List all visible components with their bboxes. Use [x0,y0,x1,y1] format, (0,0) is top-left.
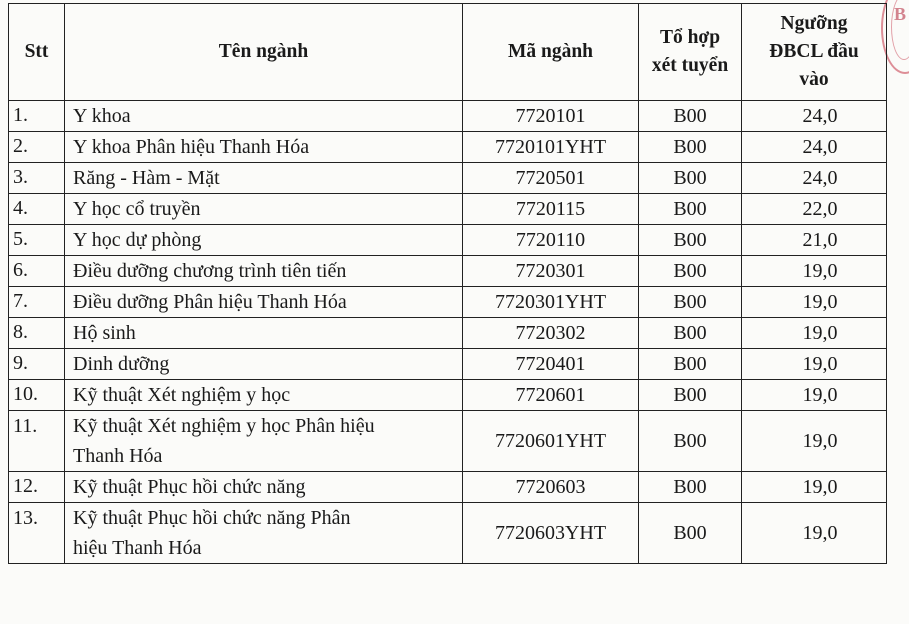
cell-major-code: 7720501 [463,163,639,194]
cell-threshold: 19,0 [742,503,887,564]
cell-threshold: 21,0 [742,225,887,256]
cell-stt: 2. [9,132,65,163]
cell-major-name-line-2: hiệu Thanh Hóa [73,537,202,559]
cell-major-code: 7720115 [463,194,639,225]
cell-stt: 10. [9,380,65,411]
table-row [9,287,887,318]
cell-threshold: 19,0 [742,472,887,503]
cell-major-name: Y khoa [65,101,463,132]
header-major-code: Mã ngành [463,4,639,101]
cell-threshold: 24,0 [742,101,887,132]
table-row [9,503,887,564]
cell-major-name: Răng - Hàm - Mặt [65,163,463,194]
cell-stt: 12. [9,472,65,503]
cell-combo: B00 [639,380,742,411]
cell-stt: 8. [9,318,65,349]
cell-major-code: 7720601 [463,380,639,411]
cell-major-code: 7720101 [463,101,639,132]
cell-major-name: Hộ sinh [65,318,463,349]
table-row [9,163,887,194]
cell-threshold: 19,0 [742,380,887,411]
cell-major-code: 7720301 [463,256,639,287]
cell-stt: 1. [9,101,65,132]
table-row [9,101,887,132]
cell-major-name: Điều dưỡng Phân hiệu Thanh Hóa [65,287,463,318]
cell-combo: B00 [639,349,742,380]
cell-combo: B00 [639,101,742,132]
red-seal-letter: B [893,4,906,24]
header-score-line-2: ĐBCL đầu [769,41,859,62]
cell-combo: B00 [639,411,742,472]
cell-combo: B00 [639,318,742,349]
cell-threshold: 19,0 [742,349,887,380]
cell-major-name: Y khoa Phân hiệu Thanh Hóa [65,132,463,163]
table-row [9,225,887,256]
cell-major-name: Kỹ thuật Xét nghiệm y học [65,380,463,411]
cell-major-code: 7720601YHT [463,411,639,472]
header-major-name: Tên ngành [65,4,463,101]
cell-combo: B00 [639,132,742,163]
table-row [9,256,887,287]
cell-major-code: 7720401 [463,349,639,380]
cell-threshold: 22,0 [742,194,887,225]
header-score-line-3: vào [799,69,829,90]
header-stt: Stt [9,4,65,101]
admission-threshold-table-wrapper [8,3,887,564]
admission-threshold-table [8,3,887,564]
cell-major-name-line-1: Kỹ thuật Phục hồi chức năng Phân [73,507,351,529]
cell-major-name: Y học dự phòng [65,225,463,256]
cell-stt: 3. [9,163,65,194]
cell-major-name: Kỹ thuật Phục hồi chức năng [65,472,463,503]
table-row [9,411,887,472]
header-combo-line-1: Tổ hợp [659,27,721,48]
cell-threshold: 19,0 [742,256,887,287]
cell-major-code: 7720302 [463,318,639,349]
cell-major-name [65,503,463,564]
table-row [9,472,887,503]
cell-combo: B00 [639,163,742,194]
table-row [9,132,887,163]
cell-major-name: Dinh dưỡng [65,349,463,380]
cell-major-name [65,411,463,472]
cell-threshold: 24,0 [742,132,887,163]
table-row [9,318,887,349]
cell-major-code: 7720101YHT [463,132,639,163]
header-quality-threshold [742,4,887,101]
cell-stt: 5. [9,225,65,256]
cell-major-code: 7720110 [463,225,639,256]
cell-stt: 7. [9,287,65,318]
cell-stt: 11. [9,411,65,472]
cell-major-name: Y học cổ truyền [65,194,463,225]
table-row [9,194,887,225]
table-row [9,349,887,380]
cell-stt: 4. [9,194,65,225]
table-row [9,380,887,411]
cell-threshold: 19,0 [742,287,887,318]
cell-combo: B00 [639,225,742,256]
cell-threshold: 19,0 [742,318,887,349]
cell-combo: B00 [639,256,742,287]
cell-major-name-line-2: Thanh Hóa [73,445,163,467]
cell-major-name: Điều dưỡng chương trình tiên tiến [65,256,463,287]
header-subject-combination [639,4,742,101]
cell-combo: B00 [639,194,742,225]
cell-combo: B00 [639,287,742,318]
header-combo-line-2: xét tuyển [651,55,729,76]
cell-major-name-line-1: Kỹ thuật Xét nghiệm y học Phân hiệu [73,415,375,437]
cell-stt: 13. [9,503,65,564]
cell-combo: B00 [639,472,742,503]
cell-stt: 9. [9,349,65,380]
cell-major-code: 7720603 [463,472,639,503]
cell-combo: B00 [639,503,742,564]
cell-major-code: 7720301YHT [463,287,639,318]
cell-stt: 6. [9,256,65,287]
table-header-row [9,4,887,101]
cell-threshold: 19,0 [742,411,887,472]
cell-threshold: 24,0 [742,163,887,194]
header-score-line-1: Ngưỡng [780,13,848,34]
cell-major-code: 7720603YHT [463,503,639,564]
